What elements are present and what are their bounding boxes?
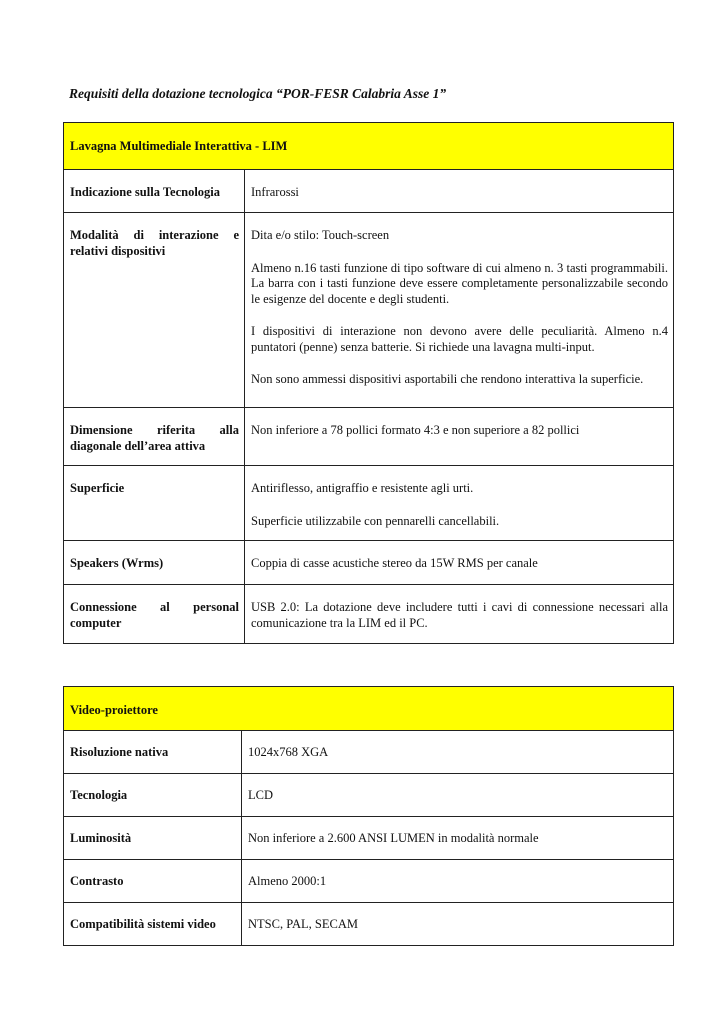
row-value: Antiriflesso, antigraffio e resistente agli urti. (251, 481, 474, 495)
table-row (64, 731, 674, 774)
page-title: Requisiti della dotazione tecnologica “POR-FESR Calabria Asse 1” (69, 86, 447, 101)
row-value: Non inferiore a 78 pollici formato 4:3 e non superiore a 82 pollici (251, 423, 580, 437)
row-value: 1024x768 XGA (248, 745, 329, 759)
row-label: Compatibilità sistemi video (70, 917, 216, 931)
row-value: Coppia di casse acustiche stereo da 15W RMS per canale (251, 556, 538, 570)
row-value: NTSC, PAL, SECAM (248, 917, 358, 931)
section-title-lim: Lavagna Multimediale Interattiva - LIM (70, 139, 288, 153)
row-label: Dimensione riferita alla diagonale dell’area attiva (70, 423, 239, 453)
table-row (64, 541, 674, 585)
row-value: Non inferiore a 2.600 ANSI LUMEN in modalità normale (248, 831, 539, 845)
row-label: Speakers (Wrms) (70, 556, 164, 570)
table-row (64, 466, 674, 541)
row-value: Almeno 2000:1 (248, 874, 327, 888)
table-header-row (64, 687, 674, 731)
table-row (64, 585, 674, 644)
table-row (64, 817, 674, 860)
row-value: Almeno n.16 tasti funzione di tipo software di cui almeno n. 3 tasti programmabili. La barra con i tasti funzione deve essere completamente personalizzabile secondo le esigenze del docente e degli studenti. (251, 260, 668, 306)
table-row (64, 903, 674, 946)
row-label: Indicazione sulla Tecnologia (70, 185, 221, 199)
projector-requirements-table (63, 686, 674, 946)
row-label: Modalità di interazione e relativi dispositivi (70, 228, 239, 258)
row-label: Contrasto (70, 874, 124, 888)
lim-requirements-table (63, 122, 674, 644)
row-value: Infrarossi (251, 185, 299, 199)
table-header-row (64, 123, 674, 170)
row-label: Risoluzione nativa (70, 745, 169, 759)
row-label: Luminosità (70, 831, 132, 845)
table-row (64, 213, 674, 408)
row-value: LCD (248, 788, 273, 802)
row-value: Non sono ammessi dispositivi asportabili che rendono interattiva la superficie. (251, 372, 644, 386)
table-row (64, 170, 674, 213)
row-label: Tecnologia (70, 788, 128, 802)
row-value: USB 2.0: La dotazione deve includere tutti i cavi di connessione necessari alla comunicazione tra la LIM ed il PC. (251, 600, 668, 630)
table-row (64, 774, 674, 817)
row-value: I dispositivi di interazione non devono avere delle peculiarità. Almeno n.4 puntatori (penne) senza batterie. Si richiede una lavagna multi-input. (251, 324, 668, 354)
row-label: Connessione al personal computer (70, 600, 239, 630)
table-row (64, 860, 674, 903)
section-title-projector: Video-proiettore (70, 703, 158, 717)
row-value: Superficie utilizzabile con pennarelli cancellabili. (251, 513, 500, 528)
row-label: Superficie (70, 481, 125, 495)
row-value: Dita e/o stilo: Touch-screen (251, 228, 390, 242)
table-row (64, 408, 674, 466)
